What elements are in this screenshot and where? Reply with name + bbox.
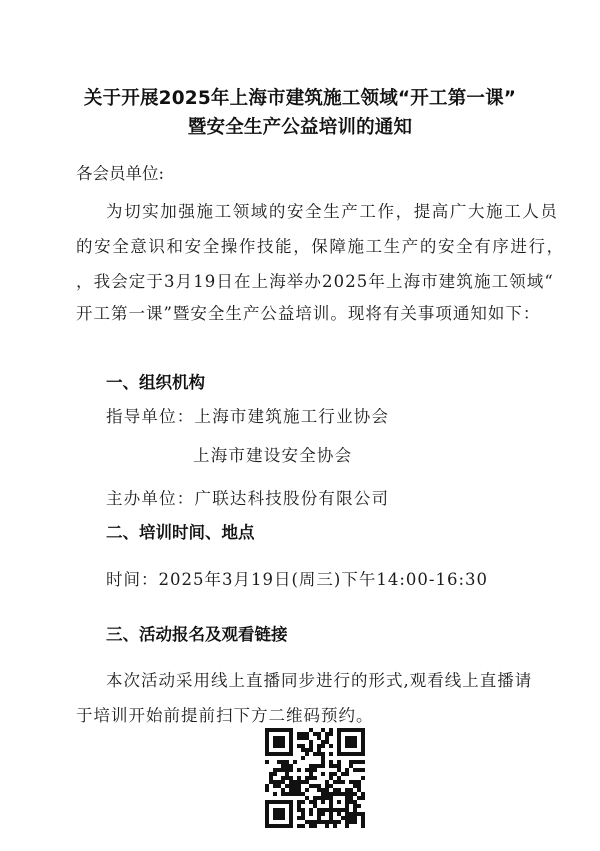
guiding-unit-line-1: 指导单位：上海市建筑施工行业协会 bbox=[106, 407, 390, 426]
registration-text-line-2: 于培训开始前提前扫下方二维码预约。 bbox=[76, 706, 374, 725]
intro-line-1: 为切实加强施工领域的安全生产工作，提高广大施工人员 bbox=[106, 202, 559, 221]
section-heading-registration: 三、活动报名及观看链接 bbox=[106, 625, 288, 644]
intro-line-4: 开工第一课”暨安全生产公益培训。现将有关事项通知如下： bbox=[76, 304, 541, 323]
document-title-line-1: 关于开展2025年上海市建筑施工领域“开工第一课” bbox=[83, 88, 517, 109]
guiding-unit-line-2: 上海市建设安全协会 bbox=[193, 446, 353, 465]
salutation: 各会员单位: bbox=[76, 164, 165, 183]
section-heading-time-place: 二、培训时间、地点 bbox=[106, 523, 255, 542]
document-title-line-2: 暨安全生产公益培训的通知 bbox=[187, 117, 413, 138]
intro-line-3: ，我会定于3月19日在上海举办2025年上海市建筑施工领域“ bbox=[76, 272, 554, 291]
qr-code-icon[interactable] bbox=[265, 728, 365, 828]
intro-line-2: 的安全意识和安全操作技能，保障施工生产的安全有序进行， bbox=[76, 237, 565, 256]
section-heading-organization: 一、组织机构 bbox=[106, 373, 205, 392]
training-time: 时间：2025年3月19日(周三)下午14:00-16:30 bbox=[106, 570, 489, 589]
registration-text-line-1: 本次活动采用线上直播同步进行的形式,观看线上直播请 bbox=[106, 671, 533, 690]
host-unit: 主办单位：广联达科技股份有限公司 bbox=[106, 489, 390, 508]
